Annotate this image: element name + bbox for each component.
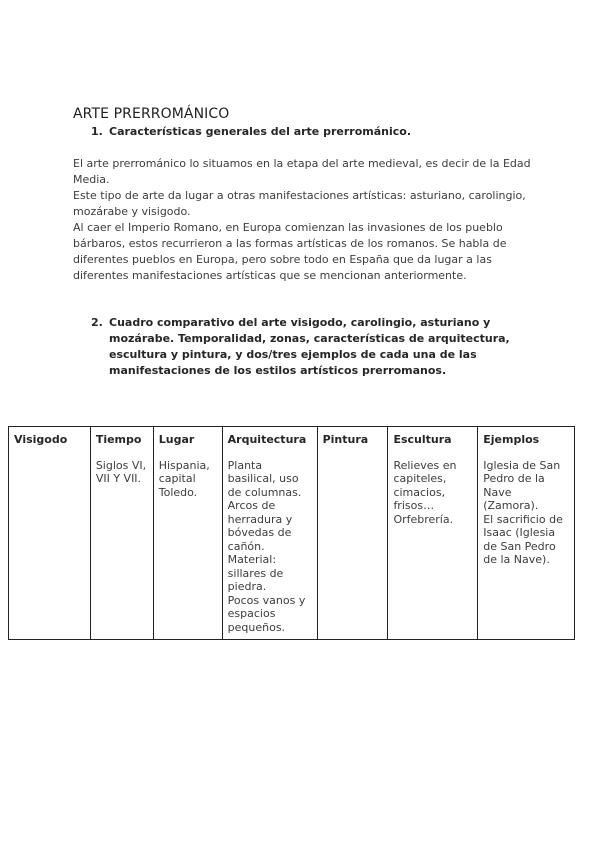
header-ejemplos: Ejemplos (478, 427, 575, 459)
arquitectura-line: Planta basilical, uso de columnas. (227, 458, 302, 499)
header-pintura: Pintura (317, 427, 388, 459)
paragraph-2: Este tipo de arte da lugar a otras manifestaciones artísticas: asturiano, carolingio, mozárabe y visigodo. (73, 189, 526, 218)
header-escultura: Escultura (388, 427, 478, 459)
table-row (9, 459, 575, 640)
section-1-text: Características generales del arte prerrománico. (109, 125, 411, 138)
section-1-heading (91, 124, 531, 140)
cell-lugar: Hispania, capital Toledo. (153, 459, 222, 640)
table-header-row (9, 427, 575, 459)
header-lugar: Lugar (153, 427, 222, 459)
ejemplos-line: El sacrificio de Isaac (Iglesia de San Pedro de la Nave). (483, 512, 563, 566)
escultura-line: Relieves en capiteles, cimacios, frisos… (393, 458, 457, 512)
paragraph-1: El arte prerrománico lo situamos en la etapa del arte medieval, es decir de la Edad Media. (73, 157, 531, 186)
escultura-line: Orfebrería. (393, 512, 454, 526)
cell-escultura (388, 459, 478, 640)
intro-text (73, 156, 533, 284)
document-title: ARTE PRERROMÁNICO (73, 106, 230, 122)
section-2-heading (91, 315, 521, 379)
comparison-table (8, 426, 575, 640)
cell-tiempo: Siglos VI, VII Y VII. (90, 459, 153, 640)
section-2-text: Cuadro comparativo del arte visigodo, carolingio, asturiano y mozárabe. Temporalidad, zonas, características de arquitectura, escultura y pintura, y dos/tres ejemplos de cada una de las manifestaciones de los estilos artísticos prerromanos. (109, 316, 510, 377)
header-tiempo: Tiempo (90, 427, 153, 459)
cell-pintura (317, 459, 388, 640)
header-visigodo: Visigodo (9, 427, 91, 459)
arquitectura-line: Material: sillares de piedra. (227, 553, 284, 593)
section-1-number: 1. (91, 125, 103, 138)
paragraph-3: Al caer el Imperio Romano, en Europa comienzan las invasiones de los pueblo bárbaros, estos recurrieron a las formas artísticas de los romanos. Se habla de diferentes pueblos en Europa, pero sobre todo en España que da lugar a las diferentes manifestaciones artísticas que se mencionan anteriormente. (73, 221, 507, 282)
arquitectura-line: Pocos vanos y espacios pequeños. (227, 593, 306, 634)
header-arquitectura: Arquitectura (222, 427, 317, 459)
cell-ejemplos (478, 459, 575, 640)
cell-arquitectura (222, 459, 317, 640)
cell-visigodo (9, 459, 91, 640)
arquitectura-line: Arcos de herradura y bóvedas de cañón. (227, 499, 293, 553)
section-2-number: 2. (91, 316, 103, 329)
ejemplos-line: Iglesia de San Pedro de la Nave (Zamora). (483, 458, 561, 512)
